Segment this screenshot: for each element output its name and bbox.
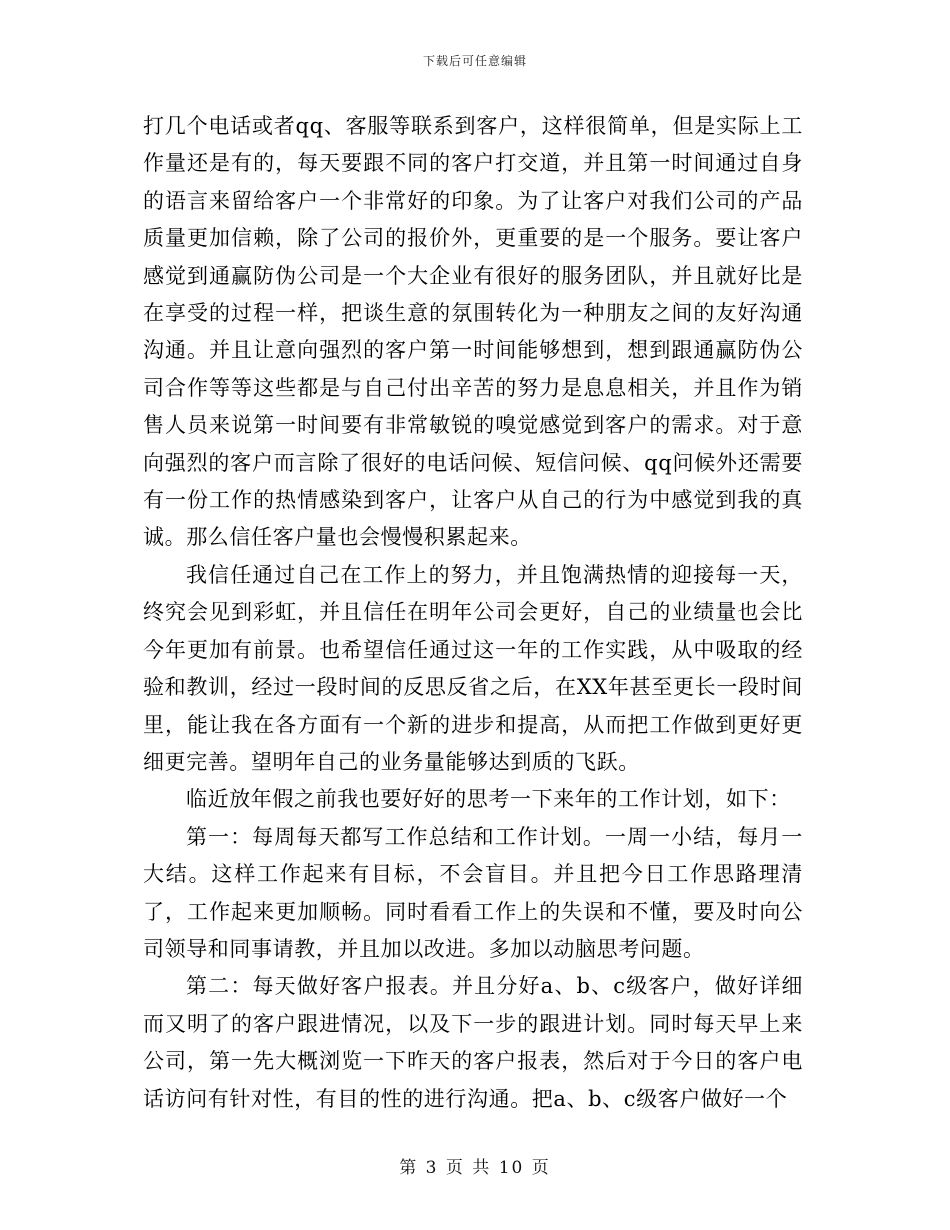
paragraph-2: 我信任通过自己在工作上的努力，并且饱满热情的迎接每一天，终究会见到彩虹，并且信任在明年公司会更好，自己的业绩量也会比今年更加有前景。也希望信任通过这一年的工作实践，从中吸取的经验和教训，经过一段时间的反思反省之后，在XX年甚至更长一段时间里，能让我在各方面有一个新的进步和提高，从而把工作做到更好更细更完善。望明年自己的业务量能够达到质的飞跃。 [143, 562, 803, 774]
page-number-footer: 第 3 页 共 10 页 [399, 1158, 551, 1178]
page-header: 下载后可任意编辑 [422, 54, 527, 68]
document-body [143, 108, 803, 1118]
paragraph-1: 打几个电话或者qq、客服等联系到客户，这样很简单，但是实际上工作量还是有的，每天要跟不同的客户打交道，并且第一时间通过自身的语言来留给客户一个非常好的印象。为了让客户对我们公司的产品质量更加信赖，除了公司的报价外，更重要的是一个服务。要让客户感觉到通赢防伪公司是一个大企业有很好的服务团队，并且就好比是在享受的过程一样，把谈生意的氛围转化为一种朋友之间的友好沟通沟通。并且让意向强烈的客户第一时间能够想到，想到跟通赢防伪公司合作等等这些都是与自己付出辛苦的努力是息息相关，并且作为销售人员来说第一时间要有非常敏锐的嗅觉感觉到客户的需求。对于意向强烈的客户而言除了很好的电话问候、短信问候、qq问候外还需要有一份工作的热情感染到客户，让客户从自己的行为中感觉到我的真诚。那么信任客户量也会慢慢积累起来。 [143, 114, 803, 550]
paragraph-3: 临近放年假之前我也要好好的思考一下来年的工作计划，如下： [186, 787, 791, 812]
paragraph-4: 第一：每周每天都写工作总结和工作计划。一周一小结，每月一大结。这样工作起来有目标，不会盲目。并且把今日工作思路理清了，工作起来更加顺畅。同时看看工作上的失误和不懂，要及时向公司领导和同事请教，并且加以改进。多加以动脑思考问题。 [143, 824, 803, 961]
paragraph-5: 第二：每天做好客户报表。并且分好a、b、c级客户，做好详细而又明了的客户跟进情况，以及下一步的跟进计划。同时每天早上来公司，第一先大概浏览一下昨天的客户报表，然后对于今日的客户电话访问有针对性，有目的性的进行沟通。把a、b、c级客户做好一个 [143, 974, 803, 1111]
